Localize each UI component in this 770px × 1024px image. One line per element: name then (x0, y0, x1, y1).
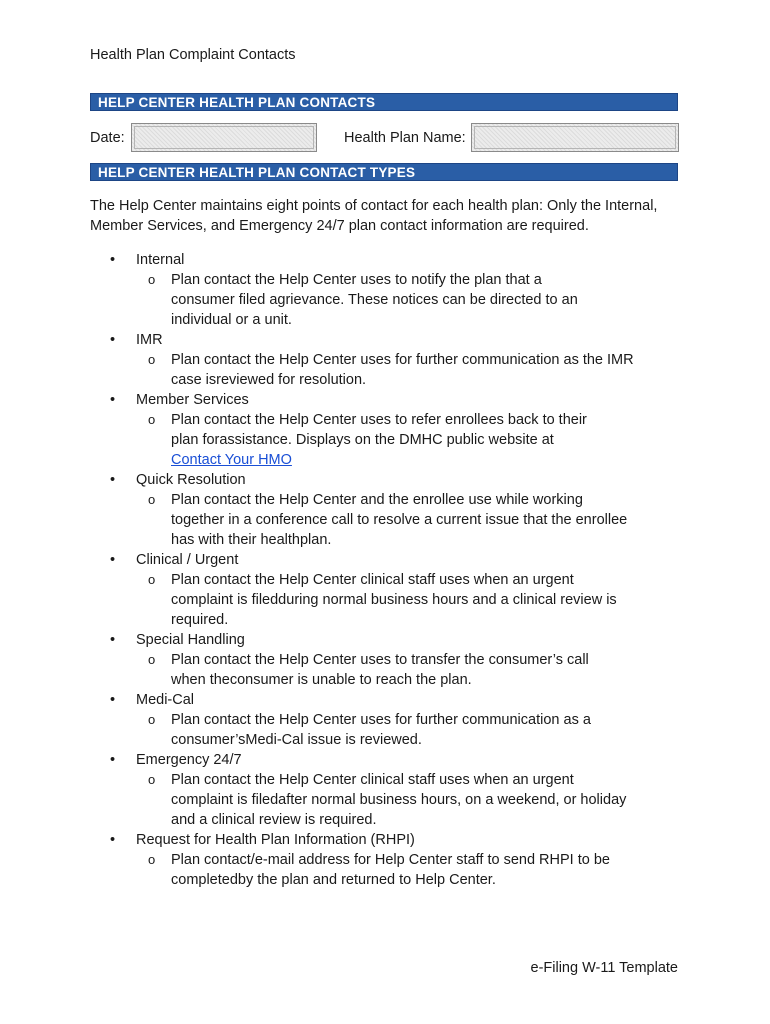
bullet-icon: • (110, 552, 116, 568)
footer-template-name: e-Filing W-11 Template (530, 960, 678, 976)
section-heading-contacts: HELP CENTER HEALTH PLAN CONTACTS (90, 93, 678, 111)
contact-type-name: Member Services (136, 392, 249, 408)
page-title: Health Plan Complaint Contacts (90, 47, 296, 63)
contact-type-heading (90, 330, 680, 350)
contact-type-heading (90, 630, 680, 650)
description-line: has with their healthplan. (171, 532, 332, 548)
list-item (90, 330, 680, 390)
description-line: Plan contact the Help Center uses to transfer the consumer’s call (171, 652, 589, 668)
contact-type-name: Medi-Cal (136, 692, 195, 708)
date-field[interactable] (131, 123, 317, 152)
description-line: case isreviewed for resolution. (171, 372, 367, 388)
description-line: Plan contact the Help Center uses to notify the plan that a (171, 272, 542, 288)
list-item (90, 830, 680, 890)
list-item (90, 630, 680, 690)
health-plan-name-label: Health Plan Name: (344, 130, 466, 146)
description-line: Plan contact the Help Center clinical staff uses when an urgent (171, 572, 574, 588)
section-heading-contact-types: HELP CENTER HEALTH PLAN CONTACT TYPES (90, 163, 678, 181)
contact-type-name: Special Handling (136, 632, 245, 648)
date-label: Date: (90, 130, 125, 146)
description-line: Plan contact/e-mail address for Help Center staff to send RHPI to be (171, 852, 610, 868)
description-line: completedby the plan and returned to Help Center. (171, 872, 496, 888)
description-line: consumer filed agrievance. These notices can be directed to an (171, 292, 578, 308)
description-line: complaint is filedafter normal business hours, on a weekend, or holiday (171, 792, 627, 808)
description-line: individual or a unit. (171, 312, 292, 328)
bullet-icon: • (110, 752, 116, 768)
contact-type-heading (90, 550, 680, 570)
contact-type-description (90, 770, 680, 830)
list-item (90, 550, 680, 630)
sub-bullet-icon: o (148, 412, 156, 427)
contact-type-name: Quick Resolution (136, 472, 246, 488)
description-line: plan forassistance. Displays on the DMHC public website at (171, 432, 554, 448)
description-line: complaint is filedduring normal business hours and a clinical review is (171, 592, 617, 608)
description-line: Plan contact the Help Center uses for further communication as a (171, 712, 591, 728)
sub-bullet-icon: o (148, 492, 156, 507)
list-item (90, 690, 680, 750)
bullet-icon: • (110, 392, 116, 408)
description-line: when theconsumer is unable to reach the plan. (171, 672, 472, 688)
sub-bullet-icon: o (148, 272, 156, 287)
contact-type-name: IMR (136, 332, 163, 348)
contact-type-heading (90, 250, 680, 270)
contact-type-heading (90, 690, 680, 710)
description-line: and a clinical review is required. (171, 812, 377, 828)
description-line: required. (171, 612, 229, 628)
bullet-icon: • (110, 832, 116, 848)
health-plan-name-field[interactable] (471, 123, 679, 152)
contact-type-description (90, 350, 680, 390)
sub-bullet-icon: o (148, 572, 156, 587)
bullet-icon: • (110, 332, 116, 348)
list-item (90, 390, 680, 470)
description-line: Plan contact the Help Center and the enrollee use while working (171, 492, 583, 508)
bullet-icon: • (110, 632, 116, 648)
contact-type-name: Clinical / Urgent (136, 552, 239, 568)
contact-type-heading (90, 830, 680, 850)
contact-type-description (90, 570, 680, 630)
sub-bullet-icon: o (148, 352, 156, 367)
description-line: Plan contact the Help Center uses to refer enrollees back to their (171, 412, 587, 428)
contact-type-list (90, 250, 680, 890)
contact-your-hmo-link[interactable]: Contact Your HMO (171, 452, 292, 468)
bullet-icon: • (110, 472, 116, 488)
contact-type-description (90, 490, 680, 550)
list-item (90, 750, 680, 830)
contact-type-heading (90, 750, 680, 770)
description-line: consumer’sMedi-Cal issue is reviewed. (171, 732, 422, 748)
contact-type-description (90, 650, 680, 690)
description-line: Plan contact the Help Center clinical staff uses when an urgent (171, 772, 574, 788)
contact-type-description (90, 710, 680, 750)
sub-bullet-icon: o (148, 712, 156, 727)
sub-bullet-icon: o (148, 652, 156, 667)
contact-type-name: Internal (136, 252, 185, 268)
list-item (90, 470, 680, 550)
sub-bullet-icon: o (148, 852, 156, 867)
contact-type-name: Emergency 24/7 (136, 752, 242, 768)
description-line: together in a conference call to resolve a current issue that the enrollee (171, 512, 628, 528)
contact-type-heading (90, 390, 680, 410)
contact-type-name: Request for Health Plan Information (RHPI) (136, 832, 415, 848)
list-item (90, 250, 680, 330)
contact-type-heading (90, 470, 680, 490)
bullet-icon: • (110, 252, 116, 268)
bullet-icon: • (110, 692, 116, 708)
contact-type-description (90, 410, 680, 470)
contact-type-description (90, 850, 680, 890)
intro-paragraph: The Help Center maintains eight points of contact for each health plan: Only the Internal, Member Services, and Emergency 24/7 plan contact information are required. (90, 198, 658, 234)
description-line: Plan contact the Help Center uses for further communication as the IMR (171, 352, 634, 368)
sub-bullet-icon: o (148, 772, 156, 787)
contact-type-description (90, 270, 680, 330)
